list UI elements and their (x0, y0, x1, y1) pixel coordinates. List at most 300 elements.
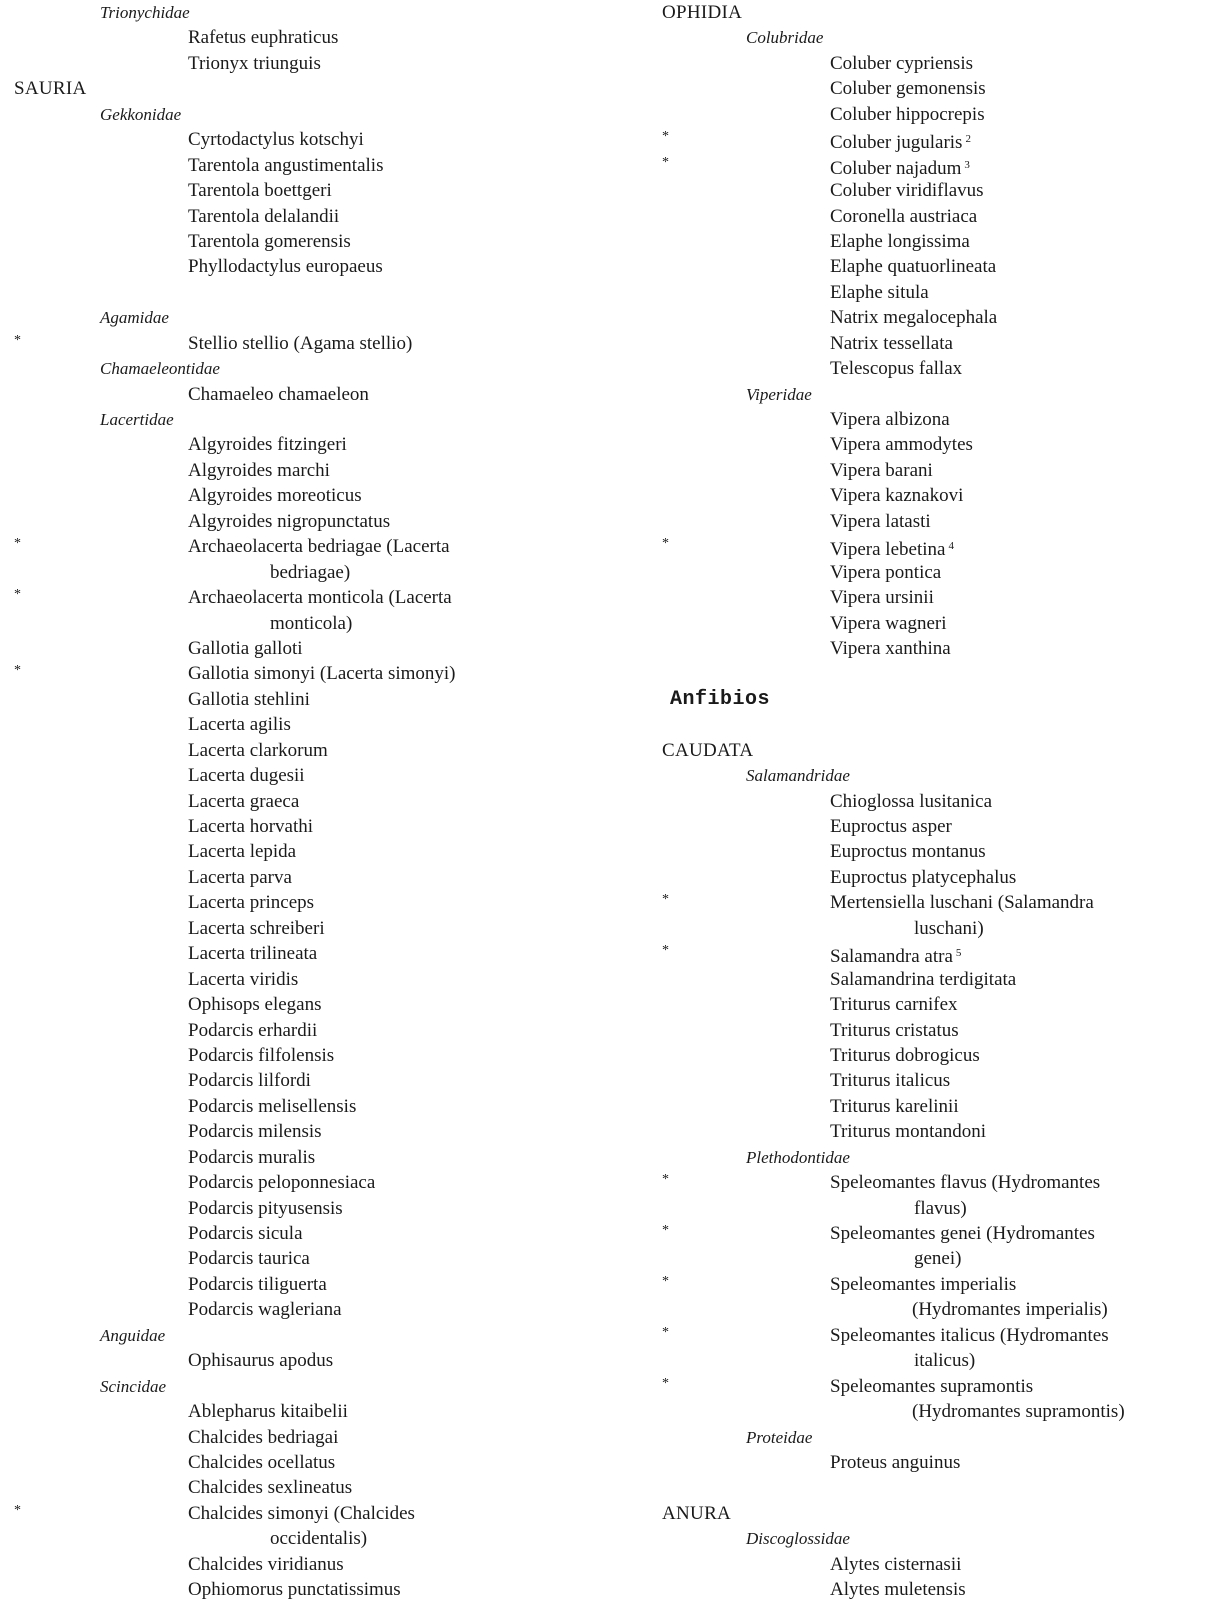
species-entry-text (188, 763, 305, 788)
species-entry-text (188, 1577, 401, 1602)
family-heading (0, 1374, 640, 1399)
species-entry-text (830, 1374, 1033, 1399)
species-entry (0, 1425, 640, 1450)
species-entry-text (830, 102, 985, 127)
entry-label: Lacerta princeps (188, 892, 315, 914)
entry-label: Podarcis erhardii (188, 1019, 318, 1041)
species-entry-text (830, 153, 970, 181)
species-entry (0, 1196, 640, 1221)
species-entry (0, 1475, 640, 1500)
species-entry (640, 432, 1212, 457)
species-entry (0, 738, 640, 763)
species-entry (0, 687, 640, 712)
species-entry (0, 789, 640, 814)
right-column (640, 0, 1212, 1603)
species-entry-text (188, 204, 339, 229)
entry-label: Coluber jugularis (830, 132, 963, 154)
species-entry-text (830, 229, 970, 254)
asterisk-mark: * (14, 587, 21, 603)
entry-label: Ophiomorus punctatissimus (188, 1579, 401, 1601)
entry-label: Scincidae (100, 1376, 167, 1396)
species-entry (0, 865, 640, 890)
asterisk-mark: * (662, 1273, 669, 1289)
entry-label: Agamidae (100, 308, 169, 328)
species-entry-text (830, 509, 931, 534)
entry-label: OPHIDIA (662, 2, 743, 23)
entry-label: Phyllodactylus europaeus (188, 256, 383, 278)
species-entry-text (188, 254, 383, 279)
asterisk-mark: * (14, 536, 21, 552)
species-entry-text (830, 585, 934, 610)
species-entry-text (830, 1272, 1016, 1297)
species-entry (640, 636, 1212, 661)
species-continuation-text (270, 560, 350, 585)
species-entry (0, 1221, 640, 1246)
species-entry (0, 509, 640, 534)
section-heading-text (670, 687, 770, 712)
entry-label: Coluber najadum (830, 157, 962, 179)
species-entry (640, 280, 1212, 305)
species-entry-text (188, 789, 299, 814)
species-entry-text (188, 661, 456, 686)
species-entry (640, 1170, 1212, 1195)
species-entry (640, 1068, 1212, 1093)
species-entry-text (830, 611, 947, 636)
species-entry (0, 967, 640, 992)
species-entry-text (830, 204, 977, 229)
species-entry (0, 890, 640, 915)
entry-label: Chalcides simonyi (Chalcides (188, 1502, 415, 1524)
species-entry (0, 1119, 640, 1144)
species-entry (0, 839, 640, 864)
species-entry (640, 890, 1212, 915)
entry-label: bedriagae) (270, 561, 351, 583)
species-entry (640, 941, 1212, 966)
species-continuation (0, 560, 640, 585)
asterisk-mark: * (662, 154, 669, 170)
species-entry-text (830, 1323, 1109, 1348)
species-entry-text (188, 712, 291, 737)
family-heading (0, 305, 640, 330)
entry-label: Chalcides viridianus (188, 1553, 344, 1575)
entry-label: Podarcis taurica (188, 1248, 310, 1270)
entry-label: Podarcis pityusensis (188, 1197, 343, 1219)
species-entry (0, 1246, 640, 1271)
entry-label: Cyrtodactylus kotschyi (188, 129, 364, 151)
asterisk-mark: * (14, 1502, 21, 1518)
species-entry (640, 458, 1212, 483)
species-entry-text (830, 1221, 1095, 1246)
species-entry (0, 1145, 640, 1170)
species-entry-text (830, 178, 984, 203)
family-heading (0, 356, 640, 381)
species-entry (640, 509, 1212, 534)
species-entry (640, 127, 1212, 152)
species-entry-text (188, 1145, 315, 1170)
entry-label: Podarcis peloponnesiaca (188, 1172, 376, 1194)
species-entry (640, 789, 1212, 814)
species-entry (640, 865, 1212, 890)
species-entry (640, 204, 1212, 229)
entry-label: Euproctus montanus (830, 841, 986, 863)
species-entry-text (830, 814, 952, 839)
entry-label: Lacerta schreiberi (188, 917, 325, 939)
species-entry (0, 51, 640, 76)
entry-label: Chioglossa lusitanica (830, 790, 993, 812)
entry-label: Viperidae (746, 384, 812, 404)
entry-label: Elaphe quatuorlineata (830, 256, 997, 278)
entry-label: Gallotia stehlini (188, 688, 310, 710)
family-heading-text (100, 305, 169, 330)
species-entry-text (830, 458, 933, 483)
entry-label: Natrix tessellata (830, 332, 953, 354)
species-entry-text (830, 254, 996, 279)
entry-label: Coluber hippocrepis (830, 103, 985, 125)
entry-label: Euproctus platycephalus (830, 866, 1017, 888)
entry-label: Lacerta lepida (188, 841, 297, 863)
species-entry-text (188, 51, 321, 76)
asterisk-mark: * (14, 332, 21, 348)
species-entry-text (830, 1450, 960, 1475)
species-continuation (640, 1348, 1212, 1373)
species-entry (640, 967, 1212, 992)
species-entry-text (830, 483, 963, 508)
family-heading-text (100, 1323, 165, 1348)
entry-label: Podarcis muralis (188, 1146, 316, 1168)
order-heading (0, 76, 640, 101)
species-entry (0, 178, 640, 203)
species-entry-text (830, 76, 986, 101)
species-entry (640, 1374, 1212, 1399)
family-heading-text (746, 1425, 812, 1450)
species-entry-text (830, 941, 961, 969)
species-entry (0, 254, 640, 279)
entry-label: Triturus karelinii (830, 1095, 959, 1117)
entry-label: Podarcis lilfordi (188, 1070, 311, 1092)
species-continuation (640, 1399, 1212, 1424)
entry-label: Natrix megalocephala (830, 307, 998, 329)
entry-label: Triturus cristatus (830, 1019, 959, 1041)
order-heading (640, 1501, 1212, 1526)
order-heading-text (662, 1501, 731, 1526)
entry-label: Coronella austriaca (830, 205, 978, 227)
family-heading-text (746, 1145, 850, 1170)
species-entry-text (830, 1068, 950, 1093)
entry-label: Anfibios (670, 687, 771, 711)
species-entry-text (188, 1425, 338, 1450)
species-entry (640, 254, 1212, 279)
order-heading-text (14, 76, 87, 101)
entry-label: Lacertidae (100, 410, 174, 429)
entry-label: Coluber cypriensis (830, 52, 974, 74)
entry-label: Ablepharus kitaibelii (188, 1401, 348, 1423)
entry-label: Proteidae (746, 1427, 813, 1447)
species-entry-text (830, 1170, 1100, 1195)
entry-label: Vipera kaznakovi (830, 485, 964, 507)
species-entry-text (188, 916, 325, 941)
entry-label: Algyroides marchi (188, 459, 330, 481)
species-continuation (640, 1297, 1212, 1322)
species-entry-text (188, 483, 362, 508)
species-entry (0, 534, 640, 559)
species-entry-text (188, 1272, 327, 1297)
species-entry (0, 1577, 640, 1602)
species-entry-text (188, 1246, 310, 1271)
species-entry (640, 76, 1212, 101)
entry-label: Trionyx triunguis (188, 52, 321, 74)
entry-label: Podarcis tiliguerta (188, 1273, 327, 1295)
entry-label: Rafetus euphraticus (188, 27, 339, 49)
species-entry-text (188, 890, 314, 915)
species-entry-text (188, 865, 292, 890)
entry-label: Alytes cisternasii (830, 1553, 962, 1575)
entry-label: luschani) (914, 917, 984, 939)
species-entry-text (830, 432, 973, 457)
species-entry-text (188, 1450, 335, 1475)
species-entry-text (830, 789, 992, 814)
entry-label: Salamandridae (746, 766, 850, 786)
asterisk-mark: * (662, 892, 669, 908)
entry-label: (Hydromantes supramontis) (912, 1401, 1125, 1423)
species-entry-text (188, 1068, 311, 1093)
asterisk-mark: * (662, 536, 669, 552)
entry-label: Lacerta parva (188, 866, 292, 888)
species-entry-text (188, 1043, 334, 1068)
species-entry (0, 1348, 640, 1373)
entry-label: CAUDATA (662, 739, 754, 761)
species-entry-text (188, 738, 328, 763)
species-entry (0, 1450, 640, 1475)
entry-label: Vipera wagneri (830, 612, 947, 634)
spacer (640, 1475, 1212, 1500)
entry-label: italicus) (914, 1350, 976, 1372)
species-entry-text (830, 992, 958, 1017)
species-entry-text (188, 1196, 343, 1221)
species-entry (640, 178, 1212, 203)
entry-label: Chamaeleontidae (100, 359, 220, 379)
family-heading-text (100, 0, 190, 25)
species-continuation-text (914, 1196, 967, 1221)
family-heading-text (746, 1526, 850, 1551)
species-entry-text (830, 1119, 986, 1144)
entry-label: Archaeolacerta monticola (Lacerta (188, 587, 452, 609)
species-entry (0, 382, 640, 407)
species-entry (0, 25, 640, 50)
entry-label: Gekkonidae (100, 104, 182, 124)
entry-label: Gallotia simonyi (Lacerta simonyi) (188, 663, 456, 685)
entry-label: Podarcis melisellensis (188, 1095, 357, 1117)
species-entry-text (830, 127, 971, 155)
species-entry-text (188, 25, 338, 50)
entry-label: Podarcis sicula (188, 1223, 303, 1244)
species-continuation (640, 916, 1212, 941)
family-heading-text (100, 1374, 166, 1399)
entry-label: Tarentola delalandii (188, 205, 340, 227)
entry-label: Lacerta dugesii (188, 765, 305, 787)
species-entry (640, 585, 1212, 610)
entry-label: SAURIA (14, 78, 87, 100)
family-heading-text (746, 382, 812, 407)
entry-label: Lacerta horvathi (188, 816, 314, 837)
species-entry-text (830, 1552, 961, 1577)
species-entry (0, 763, 640, 788)
species-entry (0, 229, 640, 254)
species-continuation (0, 1526, 640, 1551)
entry-label: Vipera xanthina (830, 637, 951, 659)
species-entry-text (830, 865, 1016, 890)
species-entry-text (188, 458, 330, 483)
species-entry-text (188, 1501, 415, 1526)
species-entry-text (188, 839, 296, 864)
species-entry (640, 407, 1212, 432)
species-continuation-text (914, 1246, 961, 1271)
species-entry-text (830, 280, 929, 305)
species-entry-text (188, 509, 390, 534)
species-entry (0, 127, 640, 152)
entry-label: Salamandra atra (830, 946, 953, 968)
family-heading-text (100, 407, 174, 432)
entry-label: Chalcides sexlineatus (188, 1477, 353, 1499)
species-entry-text (188, 153, 383, 178)
species-entry-text (188, 1552, 344, 1577)
species-entry (640, 305, 1212, 330)
species-entry-text (830, 636, 951, 661)
species-entry-text (188, 1348, 333, 1373)
species-continuation (0, 611, 640, 636)
species-entry (640, 611, 1212, 636)
species-entry (640, 153, 1212, 178)
entry-label: flavus) (914, 1197, 967, 1219)
entry-label: Tarentola angustimentalis (188, 154, 384, 176)
family-heading (0, 407, 640, 432)
family-heading-text (746, 763, 850, 788)
species-entry (0, 636, 640, 661)
species-entry (0, 712, 640, 737)
species-entry-text (830, 1577, 966, 1602)
entry-label: Tarentola boettgeri (188, 180, 332, 202)
entry-label: Lacerta graeca (188, 790, 300, 812)
entry-label: Vipera pontica (830, 561, 942, 583)
species-entry-text (188, 178, 332, 203)
entry-label: Podarcis filfolensis (188, 1044, 335, 1066)
species-continuation-text (270, 1526, 367, 1551)
spacer (0, 280, 640, 305)
spacer (640, 661, 1212, 686)
entry-label: Elaphe situla (830, 281, 929, 303)
spacer (640, 712, 1212, 737)
asterisk-mark: * (662, 1375, 669, 1391)
entry-label: Trionychidae (100, 3, 190, 22)
species-entry (640, 1577, 1212, 1602)
species-entry-text (188, 636, 303, 661)
species-continuation-text (912, 1399, 1125, 1424)
entry-label: Vipera barani (830, 459, 933, 481)
species-entry (640, 356, 1212, 381)
species-entry (640, 814, 1212, 839)
footnote-marker: 3 (964, 158, 970, 171)
entry-label: Podarcis milensis (188, 1121, 322, 1143)
entry-label: occidentalis) (270, 1528, 368, 1550)
species-entry (0, 814, 640, 839)
species-entry-text (830, 51, 973, 76)
family-heading (640, 1526, 1212, 1551)
family-heading (640, 25, 1212, 50)
species-entry (640, 331, 1212, 356)
species-entry (640, 102, 1212, 127)
species-entry (640, 1272, 1212, 1297)
species-entry (640, 483, 1212, 508)
species-entry (0, 432, 640, 457)
entry-label: Mertensiella luschani (Salamandra (830, 892, 1094, 914)
order-heading (640, 0, 1212, 25)
species-continuation-text (914, 1348, 975, 1373)
species-entry-text (188, 967, 298, 992)
species-entry (0, 661, 640, 686)
footnote-marker: 5 (955, 947, 962, 960)
species-entry-text (830, 1018, 959, 1043)
species-entry (0, 483, 640, 508)
species-entry-text (188, 814, 313, 839)
species-entry (0, 1272, 640, 1297)
entry-label: Podarcis wagleriana (188, 1299, 342, 1321)
species-entry (0, 1297, 640, 1322)
family-heading-text (746, 25, 823, 50)
species-entry (0, 1552, 640, 1577)
entry-label: Algyroides nigropunctatus (188, 510, 391, 532)
species-entry-text (188, 1475, 352, 1500)
family-heading (640, 1425, 1212, 1450)
family-heading (0, 102, 640, 127)
entry-label: Triturus italicus (830, 1070, 951, 1092)
family-heading (640, 382, 1212, 407)
species-entry-text (188, 687, 310, 712)
species-entry (0, 992, 640, 1017)
entry-label: ANURA (662, 1502, 732, 1524)
species-entry (0, 585, 640, 610)
species-entry-text (188, 941, 317, 966)
asterisk-mark: * (662, 129, 669, 145)
entry-label: Colubridae (746, 28, 824, 48)
species-entry-text (188, 1018, 317, 1043)
entry-label: Algyroides fitzingeri (188, 434, 347, 456)
species-entry (640, 1323, 1212, 1348)
species-entry (0, 1018, 640, 1043)
asterisk-mark: * (662, 943, 669, 959)
footnote-marker: 4 (948, 540, 954, 553)
species-entry-text (830, 534, 954, 562)
entry-label: Vipera albizona (830, 409, 950, 430)
order-heading-text (662, 738, 753, 763)
species-entry-text (830, 890, 1094, 915)
species-entry (0, 1043, 640, 1068)
entry-label: monticola) (270, 612, 353, 634)
entry-label: (Hydromantes imperialis) (912, 1299, 1108, 1321)
species-entry (640, 1552, 1212, 1577)
species-entry (640, 1094, 1212, 1119)
species-entry (0, 1068, 640, 1093)
entry-label: Anguidae (100, 1325, 166, 1345)
species-continuation-text (912, 1297, 1108, 1322)
asterisk-mark: * (662, 1324, 669, 1340)
entry-label: Chalcides ocellatus (188, 1451, 336, 1473)
entry-label: Euproctus asper (830, 816, 952, 837)
species-entry (0, 458, 640, 483)
entry-label: Discoglossidae (746, 1529, 850, 1549)
entry-label: Vipera ammodytes (830, 434, 973, 456)
species-entry (640, 534, 1212, 559)
species-continuation (640, 1196, 1212, 1221)
entry-label: Salamandrina terdigitata (830, 968, 1017, 990)
